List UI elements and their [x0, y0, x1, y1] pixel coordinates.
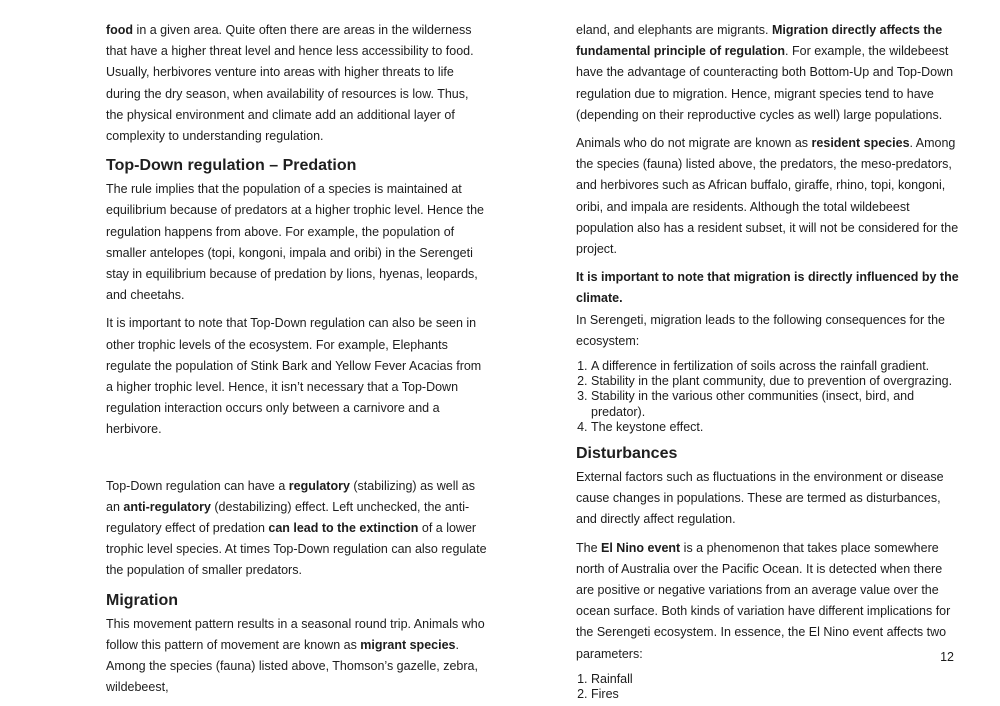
list-item: 2. Fires	[591, 687, 960, 702]
paragraph-disturbances: External factors such as fluctuations in the environment or disease cause changes in populations. These are termed as disturbances, and directly affect regulation.	[576, 470, 944, 527]
page-number: 12	[940, 650, 954, 664]
paragraph-regulatory-effects: Top-Down regulation can have a regulatory (stabilizing) as well as an anti-regulatory (destabilizing) effect. Left unchecked, the anti-regulatory effect of predation can lead to the extinction of a lower trophic level species. At times Top-Down regulation can also regulate the population of smaller predators.	[106, 478, 487, 578]
heading-top-down-regulation: Top-Down regulation – Predation	[106, 157, 357, 175]
paragraph-migration-climate: It is important to note that migration is directly influenced by the climate. In Serengeti, migration leads to the following consequences for the ecosystem:	[576, 270, 959, 348]
heading-disturbances: Disturbances	[576, 445, 678, 463]
right-column	[576, 20, 960, 706]
list-item: 4. The keystone effect.	[591, 420, 960, 435]
paragraph-top-down-rule: The rule implies that the population of a species is maintained at equilibrium because of predators at a higher trophic level. Hence the regulation happens from above. For example, the population of smaller antelopes (topi, kongoni, impala and oribi) in the Serengeti stay in equilibrium because of predation by lions, hyenas, leopards, and cheetahs.	[106, 182, 484, 303]
list-item: 1. A difference in fertilization of soils across the rainfall gradient.	[591, 359, 960, 374]
left-column	[106, 20, 488, 705]
list-item: 2. Stability in the plant community, due to prevention of overgrazing.	[591, 374, 960, 389]
list-el-nino-parameters	[576, 672, 960, 702]
paragraph-el-nino: The El Nino event is a phenomenon that takes place somewhere north of Australia over the Pacific Ocean. It is detected when there are positive or negative variations from an average value over the ocean surface. Both kinds of variation have different implications for the Serengeti ecosystem. In essence, the El Nino event affects two parameters:	[576, 540, 951, 661]
paragraph-food: food in a given area. Quite often there are areas in the wilderness that have a higher threat level and hence less accessibility to food. Usually, herbivores venture into areas with higher threats to life during the dry season, when availability of resources is low. Thus, the physical environment and climate add an additional layer of complexity to understanding regulation.	[106, 23, 474, 144]
list-item: 3. Stability in the various other communities (insect, bird, and predator).	[591, 389, 960, 419]
heading-migration: Migration	[106, 591, 178, 609]
list-item: 1. Rainfall	[591, 672, 960, 687]
paragraph-resident-species: Animals who do not migrate are known as resident species. Among the species (fauna) listed above, the predators, the meso-predators, and herbivores such as African buffalo, giraffe, rhino, topi, kongoni, oribi, and impala are residents. Although the total wildebeest population also has a resident subset, it will not be considered for the project.	[576, 136, 959, 257]
spacer	[106, 448, 488, 476]
paragraph-top-down-trophic-levels: It is important to note that Top-Down regulation can also be seen in other trophic levels of the ecosystem. For example, Elephants regulate the population of Stink Bark and Yellow Fever Acacias from a higher trophic level. Hence, it isn’t necessary that a Top-Down regulation interaction occurs only between a carnivore and a herbivore.	[106, 316, 482, 437]
paragraph-migrants: eland, and elephants are migrants. Migration directly affects the fundamental principle of regulation. For example, the wildebeest have the advantage of counteracting both Bottom-Up and Top-Down regulation due to migration. Hence, migrant species tend to have (depending on their reproductive cycles as well) large populations.	[576, 23, 954, 122]
paragraph-migration-pattern: This movement pattern results in a seasonal round trip. Animals who follow this pattern of movement are known as migrant species. Among the species (fauna) listed above, Thomson’s gazelle, zebra, wildebeest,	[106, 616, 485, 695]
list-migration-consequences	[576, 359, 960, 435]
